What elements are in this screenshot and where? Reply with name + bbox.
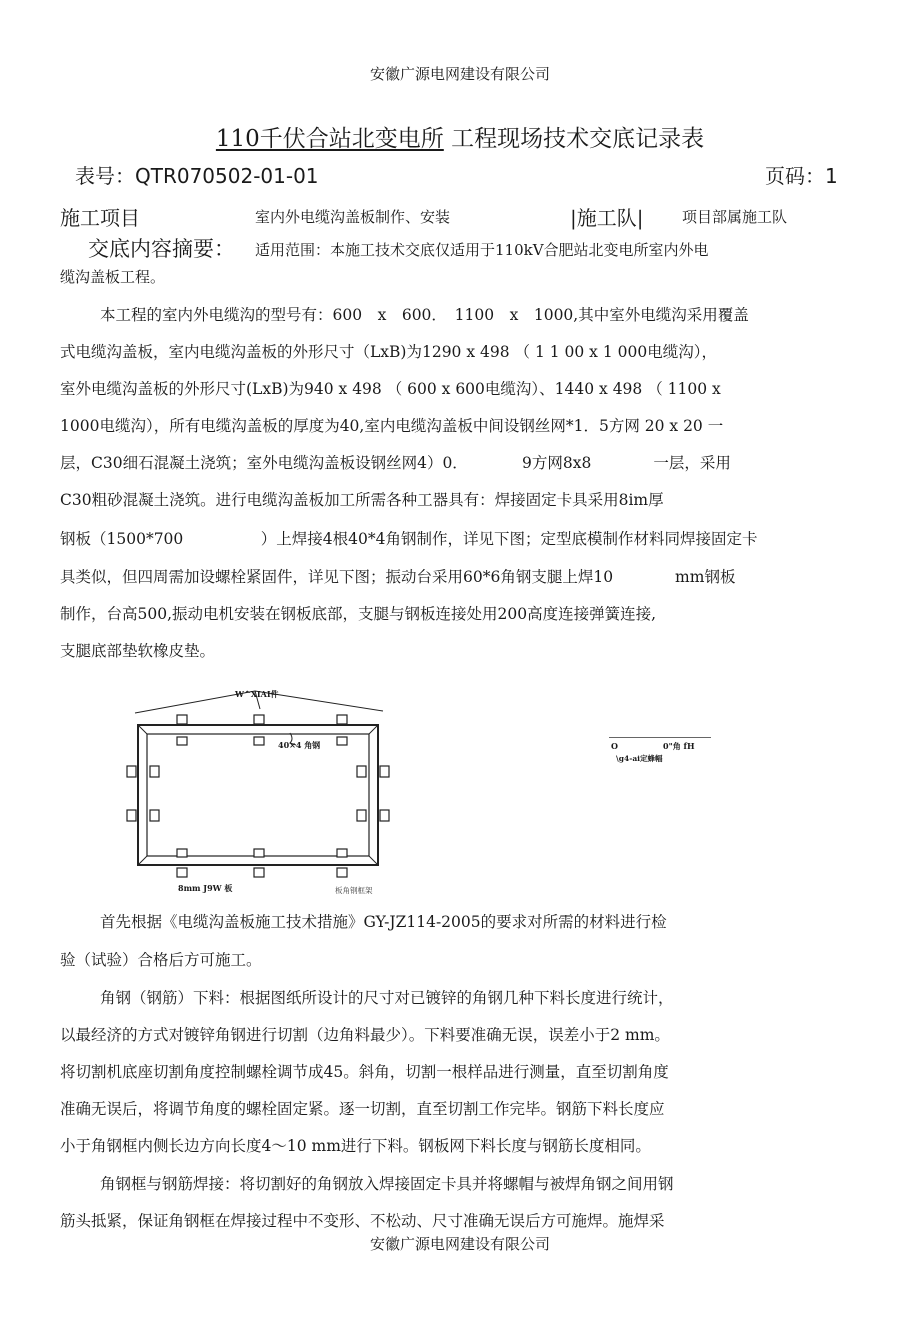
para2-line: 首先根据《电缆沟盖板施工技术措施》GY-JZ114-2005的要求对所需的材料进行检 bbox=[100, 913, 667, 931]
para3-line: 小于角钢框内侧长边方向长度4～10 mm进行下料。钢板网下料长度与钢筋长度相同。 bbox=[60, 1137, 651, 1155]
team-label: |施工队| bbox=[570, 206, 644, 230]
side-figure-label-o: O bbox=[611, 741, 618, 751]
form-number-value: QTR070502-01-01 bbox=[135, 164, 319, 188]
page-number-value: 1 bbox=[825, 164, 838, 188]
team-value: 项目部属施工队 bbox=[682, 208, 788, 226]
page-title bbox=[0, 120, 920, 153]
header-company: 安徽广源电网建设有限公司 bbox=[369, 65, 550, 83]
figure-label-frame: 板角钢框架 bbox=[335, 886, 373, 895]
project-label: 施工项目 bbox=[60, 206, 140, 230]
para1-line: 层，C30细石混凝土浇筑；室外电缆沟盖板设钢丝网4）0． 9方网8x8 一层，采用 bbox=[60, 454, 731, 472]
figure-label-fastener: W^XIAI件 bbox=[235, 689, 279, 699]
summary-scope-line1: 适用范围：本施工技术交底仅适用于110kV合肥站北变电所室内外电 bbox=[255, 241, 709, 259]
para3-line: 以最经济的方式对镀锌角钢进行切割（边角料最少）。下料要准确无误，误差小于2 mm。 bbox=[60, 1026, 670, 1044]
para1-line: 室外电缆沟盖板的外形尺寸(LxB)为940 x 498 （ 600 x 600电缆沟）、1440 x 498 （ 1100 x bbox=[60, 380, 721, 398]
project-value: 室内外电缆沟盖板制作、安装 bbox=[255, 208, 451, 226]
title-project: 110千伏合站北变电所 bbox=[215, 126, 444, 152]
para3-line: 角钢（钢筋）下料：根据图纸所设计的尺寸对已镀锌的角钢几种下料长度进行统计， bbox=[100, 989, 674, 1007]
side-figure-rule bbox=[609, 737, 711, 738]
para1-line: 本工程的室内外电缆沟的型号有：600 x 600． 1100 x 1000,其中室外电缆沟采用覆盖 bbox=[100, 306, 749, 324]
para1-line: 1000电缆沟），所有电缆沟盖板的厚度为40,室内电缆沟盖板中间设钢丝网*1．5方网 20 x 20 一 bbox=[60, 417, 724, 435]
para1-line: 式电缆沟盖板，室内电缆沟盖板的外形尺寸（LxB)为1290 x 498 （ 1 1 00 x 1 000电缆沟）， bbox=[60, 343, 717, 361]
footer-company: 安徽广源电网建设有限公司 bbox=[369, 1235, 550, 1253]
form-number: 表号：QTR070502-01-01 bbox=[75, 164, 319, 188]
para1-line: C30粗砂混凝土浇筑。进行电缆沟盖板加工所需各种工器具有：焊接固定卡具采用8im厚 bbox=[60, 491, 664, 509]
side-figure-label-angle: 0"角 fH bbox=[663, 741, 695, 751]
para1-line: 支腿底部垫软橡皮垫。 bbox=[60, 642, 216, 660]
para1-line: 制作，台高500,振动电机安装在钢板底部，支腿与钢板连接处用200高度连接弹簧连接, bbox=[60, 605, 657, 623]
title-form: 工程现场技术交底记录表 bbox=[451, 126, 705, 152]
para1-line: 钢板（1500*700 ）上焊接4根40*4角钢制作，详见下图；定型底模制作材料同焊接固定卡 bbox=[60, 530, 758, 548]
para4-line: 筋头抵紧，保证角钢框在焊接过程中不变形、不松动、尺寸准确无误后方可施焊。施焊采 bbox=[60, 1212, 665, 1230]
figure-label-plate: 8mm J9W 板 bbox=[178, 883, 233, 893]
para4-line: 角钢框与钢筋焊接：将切割好的角钢放入焊接固定卡具并将螺帽与被焊角钢之间用钢 bbox=[100, 1175, 674, 1193]
fixture-diagram bbox=[125, 683, 410, 898]
side-figure-label-fixture: \g4-ai定蜂幅 bbox=[616, 754, 663, 763]
summary-label: 交底内容摘要： bbox=[88, 237, 235, 261]
figure-label-angle: 40×4 角钢 bbox=[278, 740, 321, 750]
para2-line: 验（试验）合格后方可施工。 bbox=[60, 951, 262, 969]
page-number: 页码：1 bbox=[765, 164, 838, 188]
angle-steel-frame-drawing bbox=[125, 683, 410, 898]
para3-line: 将切割机底座切割角度控制螺栓调节成45。斜角，切割一根样品进行测量，直至切割角度 bbox=[60, 1063, 669, 1081]
para1-line: 具类似，但四周需加设螺栓紧固件，详见下图；振动台采用60*6角钢支腿上焊10 mm钢板 bbox=[60, 568, 736, 586]
para3-line: 准确无误后，将调节角度的螺栓固定紧。逐一切割，直至切割工作完毕。钢筋下料长度应 bbox=[60, 1100, 665, 1118]
summary-scope-line2: 缆沟盖板工程。 bbox=[60, 268, 166, 286]
